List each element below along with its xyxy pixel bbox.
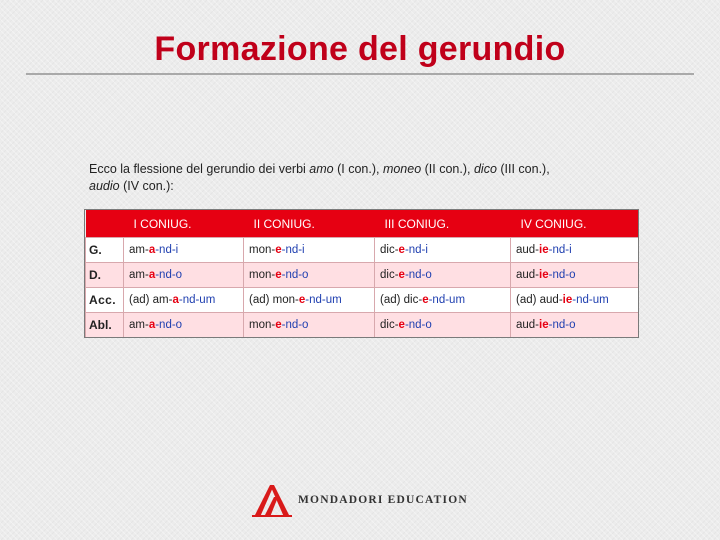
table-cell: [511, 288, 639, 313]
table-cell: [124, 288, 244, 313]
table-row: [86, 288, 639, 313]
header-cell: IV CONIUG.: [511, 210, 639, 238]
suffix-ending: -nd-o: [548, 269, 576, 281]
case-label: D.: [86, 263, 124, 288]
intro-verb: moneo: [382, 161, 422, 176]
thematic-vowel: ie: [562, 294, 573, 306]
thematic-vowel: a: [148, 319, 156, 331]
thematic-vowel: e: [398, 319, 405, 331]
thematic-vowel: e: [398, 269, 405, 281]
case-label: G.: [86, 238, 124, 263]
suffix-ending: -nd-o: [404, 269, 432, 281]
suffix-ending: -nd-i: [404, 244, 428, 256]
thematic-vowel: ie: [539, 269, 549, 281]
thematic-vowel: a: [148, 269, 156, 281]
intro-text: (II con.),: [421, 161, 474, 176]
suffix-ending: -nd-i: [548, 244, 572, 256]
mondadori-logo-icon: [250, 481, 294, 519]
header-cell: III CONIUG.: [375, 210, 511, 238]
thematic-vowel: e: [275, 319, 282, 331]
verb-stem: aud-: [516, 244, 540, 256]
suffix-ending: -nd-o: [155, 319, 183, 331]
table-cell: [244, 263, 375, 288]
table-row: [86, 313, 639, 338]
verb-stem: aud-: [516, 319, 540, 331]
suffix-ending: -nd-o: [281, 269, 309, 281]
table-cell: [124, 313, 244, 338]
table-cell: [511, 313, 639, 338]
table-header-row: [86, 210, 639, 238]
suffix-ending: -nd-o: [155, 269, 183, 281]
suffix-ending: -nd-i: [281, 244, 305, 256]
intro-verb: amo: [309, 161, 334, 176]
verb-stem: am-: [129, 244, 149, 256]
verb-stem: (ad) aud-: [516, 294, 563, 306]
thematic-vowel: e: [275, 244, 282, 256]
suffix-ending: -nd-um: [428, 294, 466, 306]
publisher-logo: [250, 480, 468, 520]
case-label: Acc.: [86, 288, 124, 313]
page-title: Formazione del gerundio: [154, 30, 566, 68]
intro-text: (IV con.):: [119, 178, 174, 193]
intro-text: (I con.),: [333, 161, 383, 176]
verb-stem: dic-: [380, 269, 399, 281]
table-cell: [124, 238, 244, 263]
verb-stem: dic-: [380, 319, 399, 331]
suffix-ending: -nd-um: [305, 294, 342, 306]
header-cell: I CONIUG.: [124, 210, 244, 238]
table-cell: [375, 263, 511, 288]
intro-verb: audio: [89, 178, 120, 193]
intro-verb: dico: [473, 161, 497, 176]
verb-stem: (ad) dic-: [380, 294, 423, 306]
suffix-ending: -nd-o: [548, 319, 576, 331]
table-row: [86, 238, 639, 263]
intro-text: (III con.),: [496, 161, 550, 176]
verb-stem: mon-: [249, 269, 276, 281]
table-cell: [375, 288, 511, 313]
thematic-vowel: e: [422, 294, 429, 306]
verb-stem: am-: [129, 319, 149, 331]
verb-stem: mon-: [249, 319, 276, 331]
thematic-vowel: ie: [539, 244, 549, 256]
suffix-ending: -nd-o: [281, 319, 309, 331]
gerund-table: [85, 210, 639, 338]
table-cell: [244, 288, 375, 313]
verb-stem: am-: [129, 269, 149, 281]
case-label: Abl.: [86, 313, 124, 338]
intro-paragraph: [89, 161, 637, 195]
header-corner: [86, 210, 124, 238]
thematic-vowel: e: [298, 294, 306, 306]
table-cell: [375, 313, 511, 338]
intro-text: Ecco la flessione del gerundio dei verbi: [89, 161, 310, 176]
table-cell: [511, 263, 639, 288]
title-divider: [26, 73, 694, 75]
table-row: [86, 263, 639, 288]
thematic-vowel: a: [172, 294, 179, 306]
verb-stem: dic-: [380, 244, 399, 256]
table-cell: [244, 238, 375, 263]
suffix-ending: -nd-i: [155, 244, 179, 256]
logo-text: MONDADORI EDUCATION: [298, 494, 468, 506]
table-cell: [511, 238, 639, 263]
table-cell: [124, 263, 244, 288]
thematic-vowel: a: [148, 244, 156, 256]
verb-stem: (ad) mon-: [249, 294, 299, 306]
thematic-vowel: e: [398, 244, 405, 256]
table-cell: [244, 313, 375, 338]
suffix-ending: -nd-um: [572, 294, 609, 306]
table-body: [86, 238, 639, 338]
verb-stem: mon-: [249, 244, 276, 256]
suffix-ending: -nd-o: [404, 319, 432, 331]
verb-stem: aud-: [516, 269, 540, 281]
suffix-ending: -nd-um: [178, 294, 216, 306]
thematic-vowel: ie: [539, 319, 549, 331]
thematic-vowel: e: [275, 269, 282, 281]
verb-stem: (ad) am-: [129, 294, 173, 306]
table-cell: [375, 238, 511, 263]
header-cell: II CONIUG.: [244, 210, 375, 238]
